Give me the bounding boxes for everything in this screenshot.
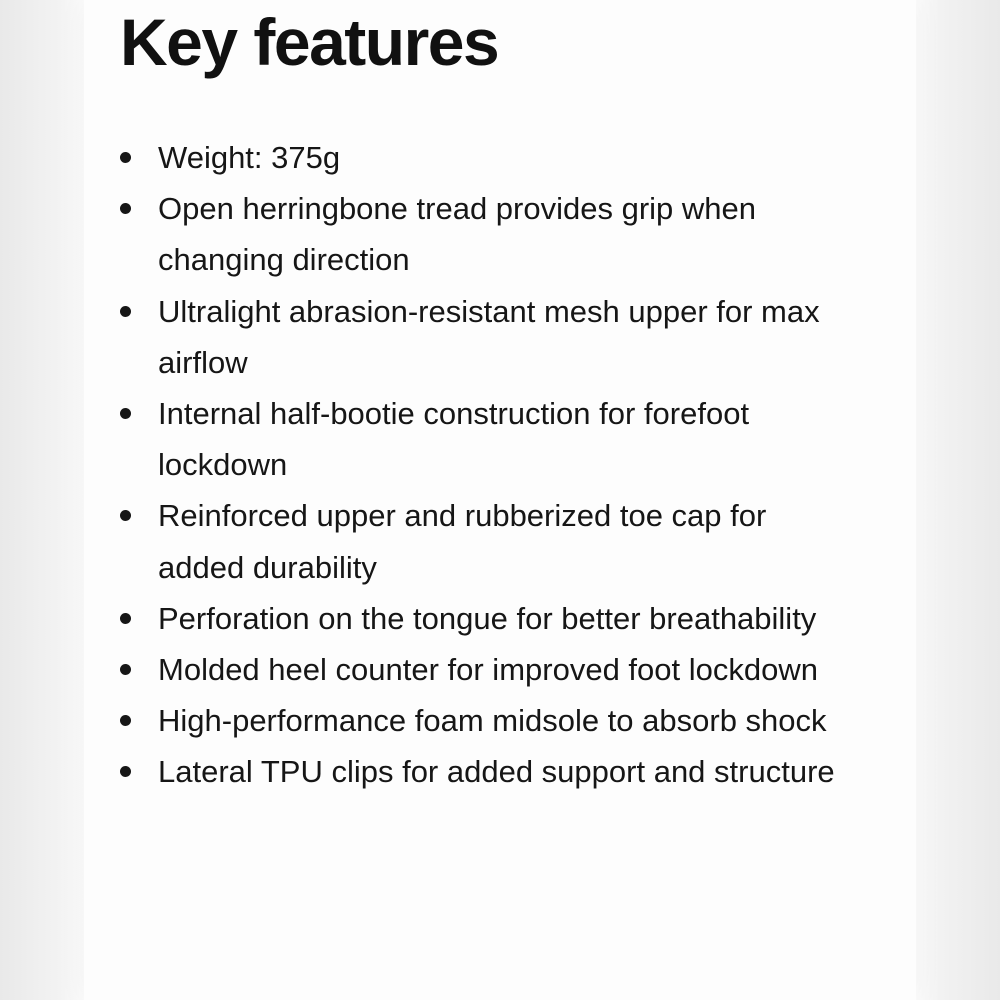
bullet-icon [120, 715, 131, 726]
feature-item [120, 746, 860, 797]
bullet-icon [120, 613, 131, 624]
feature-item [120, 286, 860, 388]
feature-text: Weight: 375g [158, 140, 341, 175]
bullet-icon [120, 510, 131, 521]
feature-text: High-performance foam midsole to absorb shock [158, 703, 827, 739]
feature-item [120, 593, 860, 644]
feature-text: Molded heel counter for improved foot lockdown [158, 652, 818, 688]
feature-text: Reinforced upper and rubberized toe cap for added durability [158, 498, 767, 585]
bullet-icon [120, 408, 131, 419]
page-title: Key features [120, 5, 499, 79]
feature-text: Lateral TPU clips for added support and structure [158, 754, 835, 790]
feature-item [120, 490, 860, 592]
feature-text: Perforation on the tongue for better breathability [158, 600, 817, 636]
feature-item [120, 644, 860, 695]
feature-item [120, 388, 860, 490]
feature-list [120, 132, 860, 798]
feature-text: Open herringbone tread provides grip when changing direction [158, 191, 756, 278]
feature-text: Internal half-bootie construction for forefoot lockdown [158, 396, 750, 483]
feature-item [120, 132, 860, 183]
bullet-icon [120, 203, 131, 214]
bullet-icon [120, 766, 131, 777]
feature-item [120, 695, 860, 746]
bullet-icon [120, 664, 131, 675]
bullet-icon [120, 152, 131, 163]
feature-text: Ultralight abrasion-resistant mesh upper for max airflow [158, 293, 820, 380]
bullet-icon [120, 306, 131, 317]
feature-item [120, 183, 860, 285]
